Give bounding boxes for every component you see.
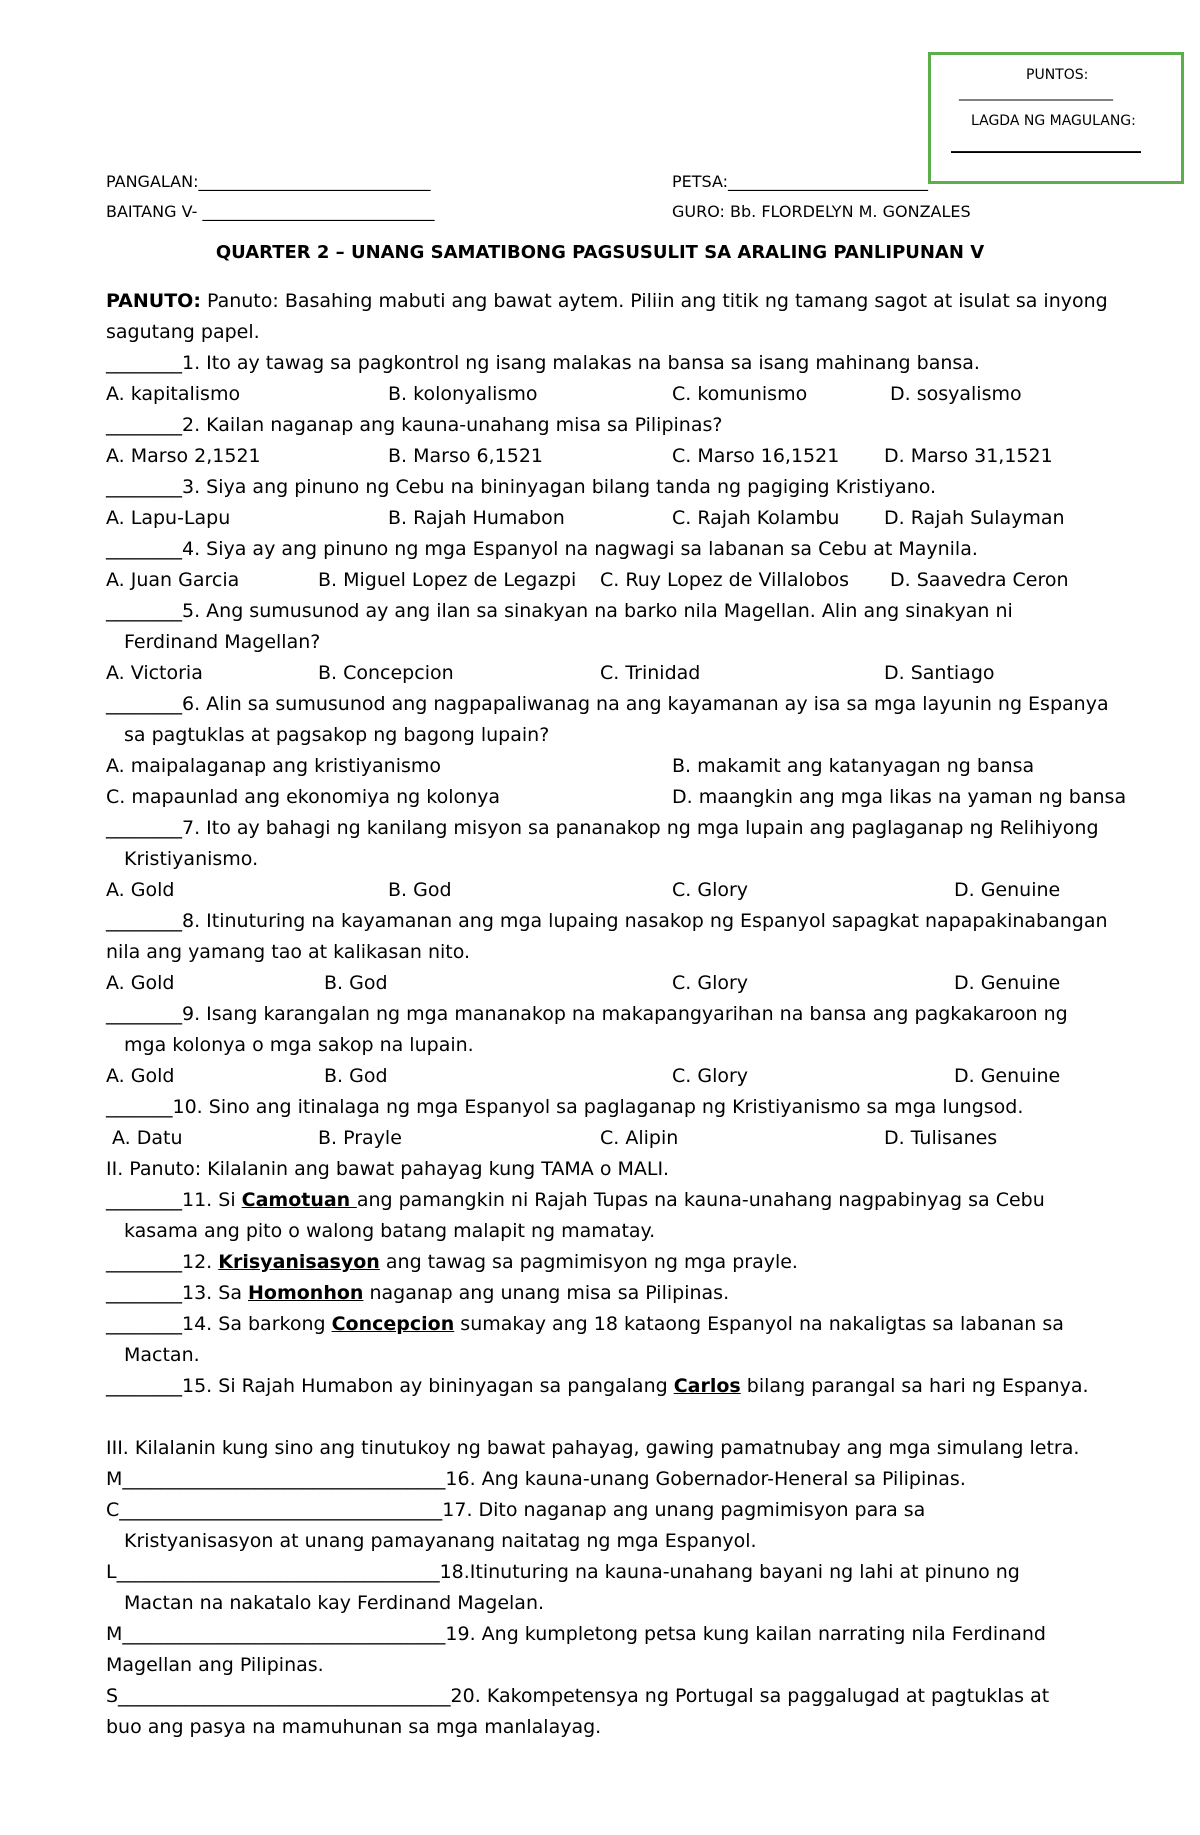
q3-option-b: B. Rajah Humabon <box>388 507 565 529</box>
question-2: ________2. Kailan naganap ang kauna-unahang misa sa Pilipinas? <box>106 414 723 436</box>
q1-option-a: A. kapitalismo <box>106 383 241 405</box>
lagda-line: ___________________ <box>951 129 1141 153</box>
question-14-cont: Mactan. <box>124 1344 200 1366</box>
petsa-field: PETSA:_________________________ <box>672 172 929 191</box>
question-4: ________4. Siya ay ang pinuno ng mga Espanyol na nagwagi sa labanan sa Cebu at Maynila. <box>106 538 978 560</box>
q7-option-a: A. Gold <box>106 879 175 901</box>
q3-option-c: C. Rajah Kolambu <box>672 507 840 529</box>
q10-option-b: B. Prayle <box>318 1127 402 1149</box>
q11-suffix: ang pamangkin ni Rajah Tupas na kauna-unahang nagpabinyag sa Cebu <box>356 1189 1045 1211</box>
q11-keyword: Camotuan <box>241 1189 357 1211</box>
q4-option-d: D. Saavedra Ceron <box>890 569 1069 591</box>
question-7-cont: Kristiyanismo. <box>124 848 259 870</box>
question-20-cont: buo ang pasya na mamuhunan sa mga manlalayag. <box>106 1716 602 1738</box>
part2-instruction: II. Panuto: Kilalanin ang bawat pahayag kung TAMA o MALI. <box>106 1158 670 1180</box>
question-15 <box>106 1375 1089 1397</box>
question-16: M__________________________________16. Ang kauna-unang Gobernador-Heneral sa Pilipinas. <box>106 1468 966 1490</box>
baitang-field: BAITANG V- _____________________________ <box>106 202 435 221</box>
question-17: C__________________________________17. Dito naganap ang unang pagmimisyon para sa <box>106 1499 926 1521</box>
q13-keyword: Homonhon <box>248 1282 364 1304</box>
q6-option-b: B. makamit ang katanyagan ng bansa <box>672 755 1035 777</box>
q13-suffix: naganap ang unang misa sa Pilipinas. <box>363 1282 730 1304</box>
q5-option-d: D. Santiago <box>884 662 995 684</box>
q10-option-a: A. Datu <box>112 1127 183 1149</box>
q7-option-d: D. Genuine <box>954 879 1061 901</box>
question-13 <box>106 1282 729 1304</box>
q15-prefix: ________15. Si Rajah Humabon ay bininyagan sa pangalang <box>106 1375 674 1397</box>
q14-keyword: Concepcion <box>331 1313 455 1335</box>
q9-option-b: B. God <box>324 1065 388 1087</box>
question-17-cont: Kristyanisasyon at unang pamayanang naitatag ng mga Espanyol. <box>124 1530 757 1552</box>
q14-prefix: ________14. Sa barkong <box>106 1313 332 1335</box>
q9-option-d: D. Genuine <box>954 1065 1061 1087</box>
q10-option-c: C. Alipin <box>600 1127 679 1149</box>
q6-option-c: C. mapaunlad ang ekonomiya ng kolonya <box>106 786 501 808</box>
q11-prefix: ________11. Si <box>106 1189 242 1211</box>
q15-keyword: Carlos <box>673 1375 741 1397</box>
guro-field: GURO: Bb. FLORDELYN M. GONZALES <box>672 202 971 221</box>
panuto-line <box>106 290 1108 312</box>
question-18-cont: Mactan na nakatalo kay Ferdinand Magelan. <box>124 1592 545 1614</box>
score-box <box>928 52 1184 184</box>
q8-option-a: A. Gold <box>106 972 175 994</box>
part3-instruction: III. Kilalanin kung sino ang tinutukoy ng bawat pahayag, gawing pamatnubay ang mga simulang letra. <box>106 1437 1080 1459</box>
question-18: L__________________________________18.Itinuturing na kauna-unahang bayani ng lahi at pinuno ng <box>106 1561 1020 1583</box>
q8-option-b: B. God <box>324 972 388 994</box>
q3-option-a: A. Lapu-Lapu <box>106 507 231 529</box>
q9-option-c: C. Glory <box>672 1065 749 1087</box>
panuto-text: Panuto: Basahing mabuti ang bawat aytem. Piliin ang titik ng tamang sagot at isulat sa inyong <box>200 290 1108 312</box>
q4-option-b: B. Miguel Lopez de Legazpi <box>318 569 577 591</box>
q1-option-b: B. kolonyalismo <box>388 383 538 405</box>
q12-keyword: Krisyanisasyon <box>218 1251 380 1273</box>
question-3: ________3. Siya ang pinuno ng Cebu na bininyagan bilang tanda ng pagiging Kristiyano. <box>106 476 937 498</box>
page-title: QUARTER 2 – UNANG SAMATIBONG PAGSUSULIT SA ARALING PANLIPUNAN V <box>215 242 985 263</box>
q6-option-d: D. maangkin ang mga likas na yaman ng bansa <box>672 786 1127 808</box>
question-12 <box>106 1251 798 1273</box>
question-6-cont: sa pagtuklas at pagsakop ng bagong lupain? <box>124 724 550 746</box>
q14-suffix: sumakay ang 18 kataong Espanyol na nakaligtas sa labanan sa <box>454 1313 1064 1335</box>
question-9-cont: mga kolonya o mga sakop na lupain. <box>124 1034 474 1056</box>
q4-option-c: C. Ruy Lopez de Villalobos <box>600 569 849 591</box>
question-8-cont: nila ang yamang tao at kalikasan nito. <box>106 941 471 963</box>
question-19-cont: Magellan ang Pilipinas. <box>106 1654 324 1676</box>
question-19: M__________________________________19. Ang kumpletong petsa kung kailan narrating nila Ferdinand <box>106 1623 1046 1645</box>
panuto-text-2: sagutang papel. <box>106 321 260 343</box>
q12-suffix: ang tawag sa pagmimisyon ng mga prayle. <box>379 1251 798 1273</box>
q13-prefix: ________13. Sa <box>106 1282 248 1304</box>
q10-option-d: D. Tulisanes <box>884 1127 998 1149</box>
q9-option-a: A. Gold <box>106 1065 175 1087</box>
q3-option-d: D. Rajah Sulayman <box>884 507 1065 529</box>
q1-option-d: D. sosyalismo <box>890 383 1022 405</box>
q7-option-c: C. Glory <box>672 879 749 901</box>
q5-option-b: B. Concepcion <box>318 662 454 684</box>
panuto-label: PANUTO: <box>106 290 201 312</box>
q5-option-a: A. Victoria <box>106 662 203 684</box>
q15-suffix: bilang parangal sa hari ng Espanya. <box>740 1375 1089 1397</box>
q12-prefix: ________12. <box>106 1251 219 1273</box>
q8-option-c: C. Glory <box>672 972 749 994</box>
lagda-label: LAGDA NG MAGULANG: <box>971 113 1136 129</box>
pangalan-field: PANGALAN:_____________________________ <box>106 172 431 191</box>
question-5-cont: Ferdinand Magellan? <box>124 631 321 653</box>
question-10: _______10. Sino ang itinalaga ng mga Espanyol sa paglaganap ng Kristiyanismo sa mga lungsod. <box>106 1096 1024 1118</box>
question-8: ________8. Itinuturing na kayamanan ang mga lupaing nasakop ng Espanyol sapagkat napapakinabangan <box>106 910 1108 932</box>
q6-option-a: A. maipalaganap ang kristiyanismo <box>106 755 442 777</box>
q2-option-c: C. Marso 16,1521 <box>672 445 840 467</box>
question-11 <box>106 1189 1045 1211</box>
question-11-cont: kasama ang pito o walong batang malapit ng mamatay. <box>124 1220 656 1242</box>
question-20: S___________________________________20. Kakompetensya ng Portugal sa paggalugad at pagtuklas at <box>106 1685 1050 1707</box>
puntos-label: PUNTOS: <box>1026 67 1089 83</box>
question-14 <box>106 1313 1064 1335</box>
q2-option-b: B. Marso 6,1521 <box>388 445 544 467</box>
q4-option-a: A. Juan Garcia <box>106 569 240 591</box>
q5-option-c: C. Trinidad <box>600 662 701 684</box>
question-7: ________7. Ito ay bahagi ng kanilang misyon sa pananakop ng mga lupain ang paglaganap ng Relihiyong <box>106 817 1099 839</box>
question-6: ________6. Alin sa sumusunod ang nagpapaliwanag na ang kayamanan ay isa sa mga layunin ng Espanya <box>106 693 1109 715</box>
q2-option-d: D. Marso 31,1521 <box>884 445 1053 467</box>
q7-option-b: B. God <box>388 879 452 901</box>
q1-option-c: C. komunismo <box>672 383 808 405</box>
question-9: ________9. Isang karangalan ng mga mananakop na makapangyarihan na bansa ang pagkakaroon ng <box>106 1003 1068 1025</box>
question-1: ________1. Ito ay tawag sa pagkontrol ng isang malakas na bansa sa isang mahinang bansa. <box>106 352 980 374</box>
question-5: ________5. Ang sumusunod ay ang ilan sa sinakyan na barko nila Magellan. Alin ang sinakyan ni <box>106 600 1013 622</box>
q8-option-d: D. Genuine <box>954 972 1061 994</box>
q2-option-a: A. Marso 2,1521 <box>106 445 261 467</box>
puntos-line: ______________________ <box>959 85 1113 101</box>
